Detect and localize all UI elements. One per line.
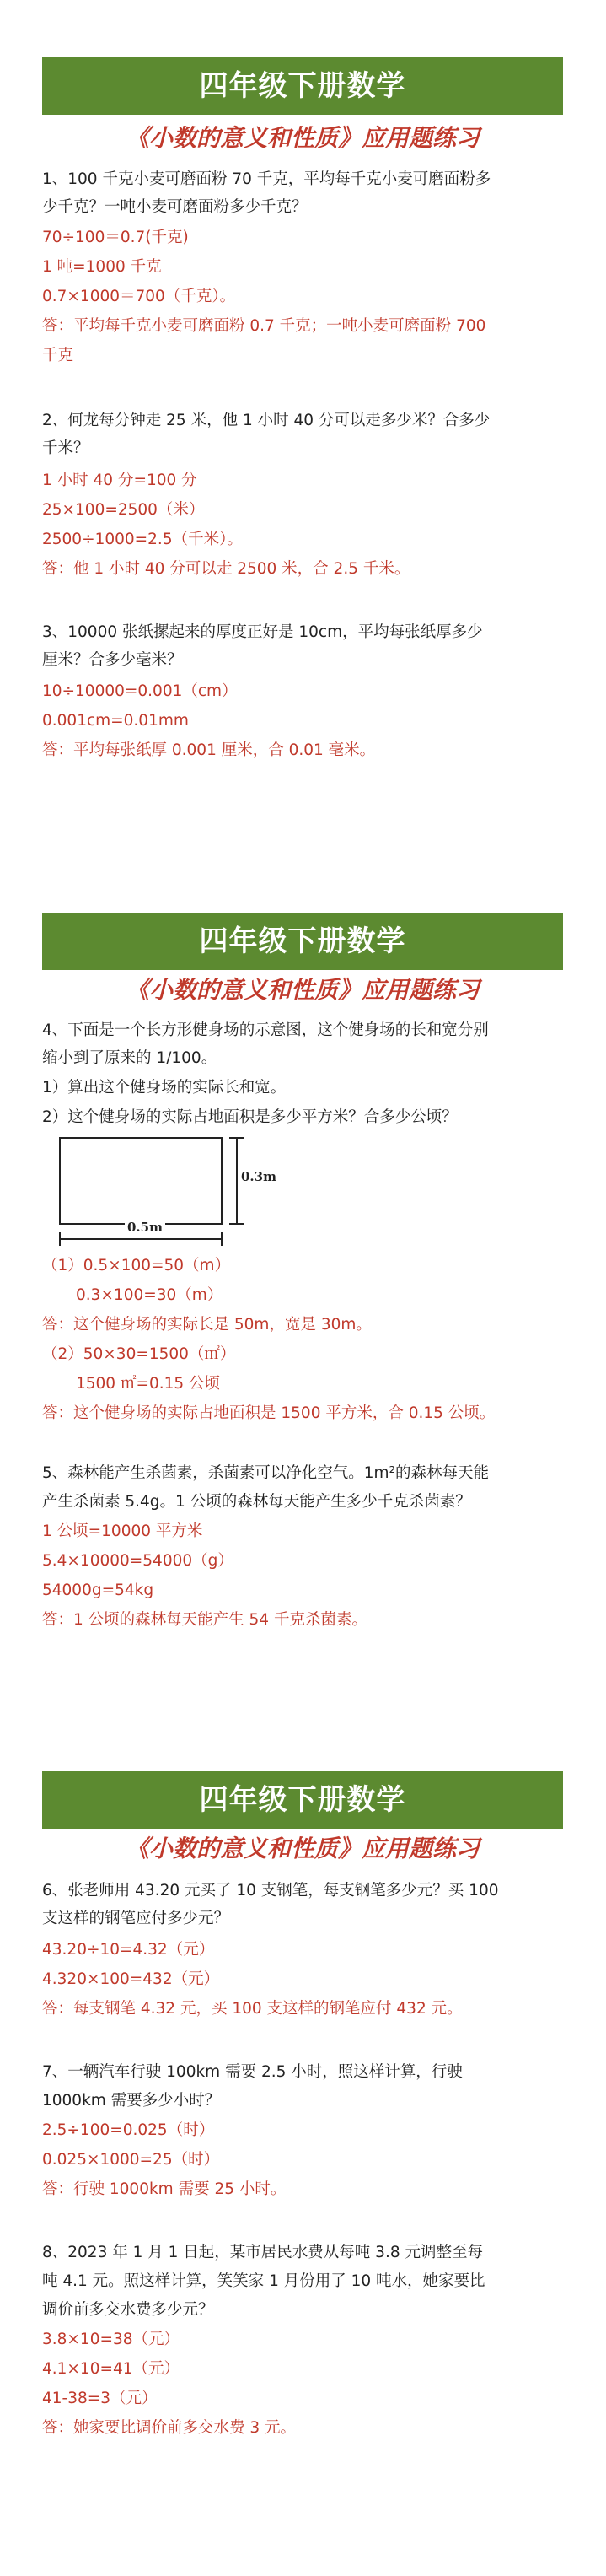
problem-8-answer-line-4: 答：她家要比调价前多交水费 3 元。 bbox=[42, 2419, 297, 2437]
section-subtitle: 《小数的意义和性质》应用题练习 bbox=[125, 1835, 480, 1862]
problem-1-answer-line-2: 1 吨=1000 千克 bbox=[42, 258, 162, 276]
problem-2-answer-line-3: 2500÷1000=2.5（千米）。 bbox=[42, 531, 243, 548]
problem-1-question-line-1: 1、100 千克小麦可磨面粉 70 千克，平均每千克小麦可磨面粉多 bbox=[42, 170, 491, 188]
problem-7-answer-line-1: 2.5÷100=0.025（时） bbox=[42, 2121, 215, 2139]
problem-5-answer-line-3: 54000g=54kg bbox=[42, 1582, 154, 1599]
problem-8-answer-line-1: 3.8×10=38（元） bbox=[42, 2331, 180, 2348]
problem-8-answer-line-2: 4.1×10=41（元） bbox=[42, 2360, 180, 2378]
problem-5-question-line-2: 产生杀菌素 5.4g。1 公顷的森林每天能产生多少千克杀菌素？ bbox=[42, 1493, 471, 1511]
section-banner: 四年级下册数学 bbox=[42, 1771, 563, 1829]
problem-3-answer-line-1: 10÷10000=0.001（cm） bbox=[42, 682, 238, 700]
section-banner: 四年级下册数学 bbox=[42, 913, 563, 970]
section-banner: 四年级下册数学 bbox=[42, 57, 563, 115]
section-subtitle: 《小数的意义和性质》应用题练习 bbox=[125, 124, 480, 152]
problem-4-answer-line-1: （1）0.5×100=50（m） bbox=[42, 1257, 231, 1275]
problem-1-answer-line-1: 70÷100＝0.7(千克) bbox=[42, 229, 189, 246]
width-dimension-tick-right bbox=[221, 1232, 223, 1246]
problem-2-answer-line-2: 25×100=2500（米） bbox=[42, 501, 205, 519]
problem-6-question-line-2: 支这样的钢笔应付多少元？ bbox=[42, 1910, 230, 1927]
problem-1-answer-line-5: 千克 bbox=[42, 347, 74, 364]
problem-5-answer-line-4: 答：1 公顷的森林每天能产生 54 千克杀菌素。 bbox=[42, 1611, 367, 1629]
section-subtitle: 《小数的意义和性质》应用题练习 bbox=[125, 976, 480, 1004]
problem-4-answer-line-5: 1500 ㎡=0.15 公顷 bbox=[76, 1375, 221, 1393]
problem-4-answer-line-3: 答：这个健身场的实际长是 50m，宽是 30m。 bbox=[42, 1316, 372, 1334]
problem-5-answer-line-2: 5.4×10000=54000（g） bbox=[42, 1552, 233, 1570]
problem-2-answer-line-1: 1 小时 40 分=100 分 bbox=[42, 472, 197, 489]
width-dimension-tick-left bbox=[59, 1232, 61, 1246]
problem-8-question-line-1: 8、2023 年 1 月 1 日起，某市居民水费从每吨 3.8 元调整至每 bbox=[42, 2244, 483, 2261]
problem-8-question-line-2: 吨 4.1 元。照这样计算，笑笑家 1 月份用了 10 吨水，她家要比 bbox=[42, 2272, 485, 2290]
problem-2-question-line-2: 千米？ bbox=[42, 439, 89, 457]
problem-1-question-line-2: 少千克？一吨小麦可磨面粉多少千克？ bbox=[42, 198, 308, 216]
problem-8-answer-line-3: 41-38=3（元） bbox=[42, 2390, 158, 2407]
problem-3-answer-line-2: 0.001cm=0.01mm bbox=[42, 712, 189, 730]
height-dimension-label: 0.3m bbox=[241, 1169, 276, 1184]
problem-4-question-line-3: 1）算出这个健身场的实际长和宽。 bbox=[42, 1079, 287, 1097]
problem-5-question-line-1: 5、森林能产生杀菌素，杀菌素可以净化空气。1m²的森林每天能 bbox=[42, 1464, 489, 1482]
problem-4-question-line-4: 2）这个健身场的实际占地面积是多少平方米？合多少公顷？ bbox=[42, 1108, 458, 1126]
problem-1-answer-line-4: 答：平均每千克小麦可磨面粉 0.7 千克；一吨小麦可磨面粉 700 bbox=[42, 317, 486, 335]
problem-4-question-line-1: 4、下面是一个长方形健身场的示意图，这个健身场的长和宽分别 bbox=[42, 1021, 489, 1039]
problem-2-answer-line-4: 答：他 1 小时 40 分可以走 2500 米，合 2.5 千米。 bbox=[42, 560, 410, 578]
problem-1-answer-line-3: 0.7×1000＝700（千克）。 bbox=[42, 288, 236, 305]
problem-8-question-line-3: 调价前多交水费多少元？ bbox=[42, 2301, 214, 2319]
problem-4-question-line-2: 缩小到了原来的 1/100。 bbox=[42, 1049, 217, 1067]
problem-3-question-line-1: 3、10000 张纸摞起来的厚度正好是 10cm，平均每张纸厚多少 bbox=[42, 623, 483, 641]
problem-6-question-line-1: 6、张老师用 43.20 元买了 10 支钢笔，每支钢笔多少元？买 100 bbox=[42, 1882, 499, 1900]
problem-6-answer-line-3: 答：每支钢笔 4.32 元，买 100 支这样的钢笔应付 432 元。 bbox=[42, 2000, 463, 2018]
problem-7-answer-line-3: 答：行驶 1000km 需要 25 小时。 bbox=[42, 2180, 287, 2198]
problem-2-question-line-1: 2、何龙每分钟走 25 米，他 1 小时 40 分可以走多少米？合多少 bbox=[42, 412, 491, 429]
width-dimension-line bbox=[59, 1238, 223, 1240]
problem-6-answer-line-2: 4.320×100=432（元） bbox=[42, 1970, 220, 1988]
problem-4-answer-line-2: 0.3×100=30（m） bbox=[76, 1286, 223, 1304]
problem-3-question-line-2: 厘米？合多少毫米？ bbox=[42, 651, 183, 669]
gym-rectangle bbox=[59, 1137, 223, 1225]
problem-7-answer-line-2: 0.025×1000=25（时） bbox=[42, 2151, 220, 2169]
problem-6-answer-line-1: 43.20÷10=4.32（元） bbox=[42, 1941, 215, 1959]
problem-4-answer-line-6: 答：这个健身场的实际占地面积是 1500 平方米，合 0.15 公顷。 bbox=[42, 1404, 496, 1422]
height-dimension-tick-top bbox=[229, 1137, 244, 1139]
problem-4-answer-line-4: （2）50×30=1500（㎡） bbox=[42, 1345, 236, 1363]
problem-5-answer-line-1: 1 公顷=10000 平方米 bbox=[42, 1522, 203, 1540]
height-dimension-line bbox=[236, 1137, 238, 1225]
problem-7-question-line-2: 1000km 需要多少小时？ bbox=[42, 2092, 221, 2110]
problem-3-answer-line-3: 答：平均每张纸厚 0.001 厘米，合 0.01 毫米。 bbox=[42, 741, 376, 759]
width-dimension-label: 0.5m bbox=[125, 1220, 165, 1235]
height-dimension-tick-bottom bbox=[229, 1223, 244, 1225]
problem-7-question-line-1: 7、一辆汽车行驶 100km 需要 2.5 小时，照这样计算，行驶 bbox=[42, 2063, 463, 2081]
